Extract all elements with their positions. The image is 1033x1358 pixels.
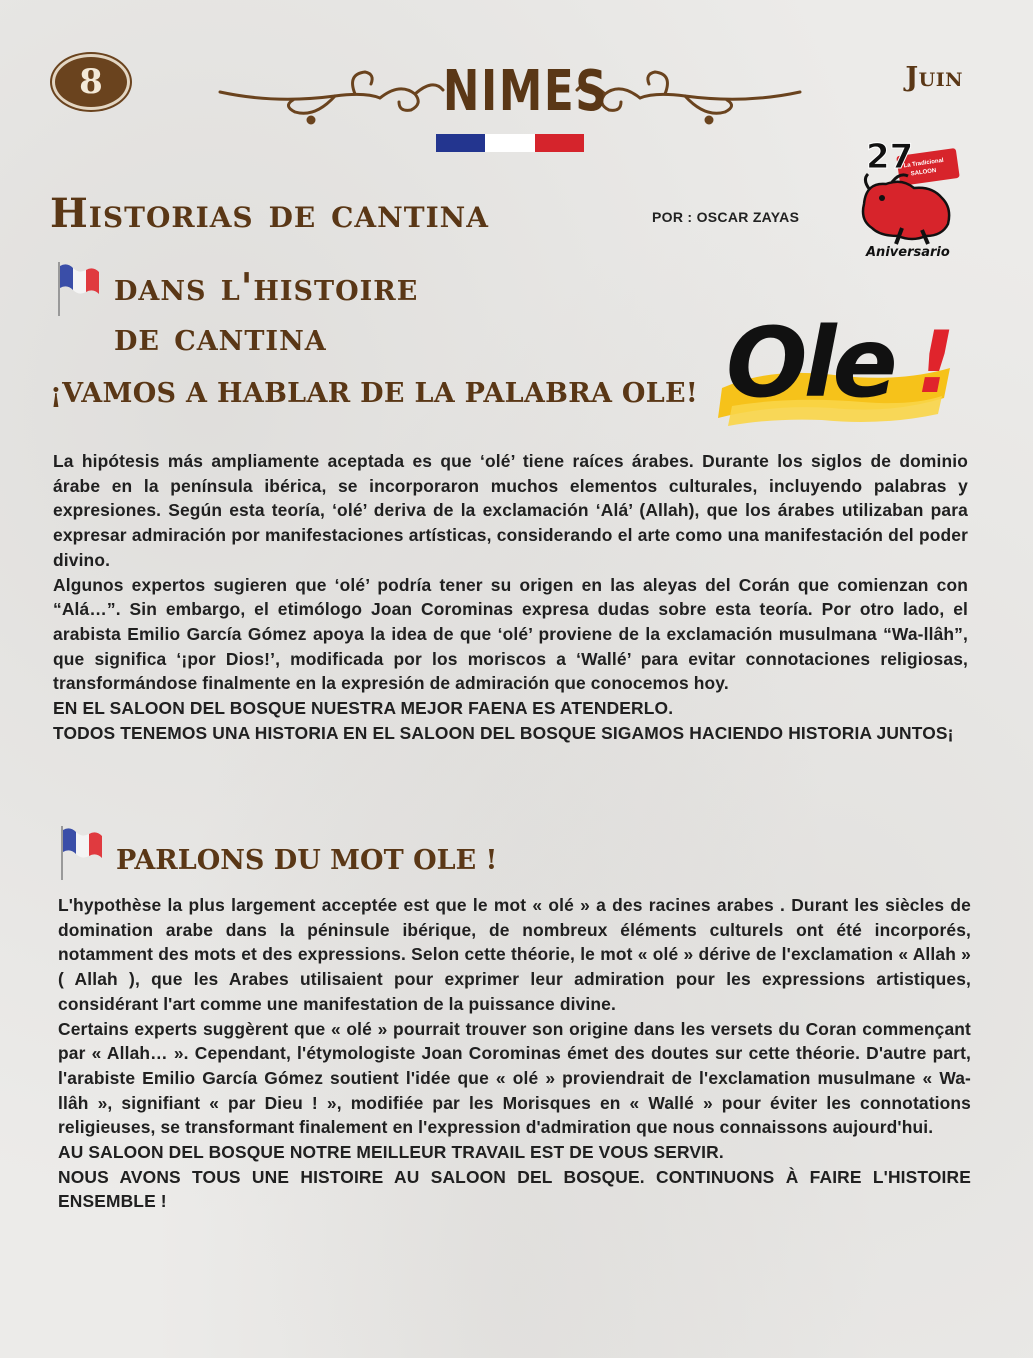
svg-text:La Tradicional: La Tradicional: [903, 157, 945, 170]
ole-logo: [712, 296, 960, 436]
section-title: Historias de cantina: [50, 190, 489, 237]
ole-word: Ole: [726, 307, 894, 419]
city-name: NIMES: [442, 59, 609, 124]
svg-text:SALOON: SALOON: [910, 167, 937, 178]
spanish-paragraph: Algunos expertos sugieren que ‘olé’ podría tener su origen en las aleyas del Corán que comienzan con “Alá…”. Sin embargo, el etimólogo Joan Corominas expresa dudas sobre esta teoría. Por otro lado, el arabista Emilio García Gómez apoya la idea de que ‘olé’ proviene de la exclamación musulmana “Wa-llâh”, que significa ‘¡por Dios!’, modificada por los moriscos a ‘Wallé’ para evitar connotaciones religiosas, transformándose finalmente en la expresión de admiración que conocemos hoy.: [53, 574, 968, 694]
anniversary-text: Aniversario: [866, 245, 950, 260]
spanish-paragraph: TODOS TENEMOS UNA HISTORIA EN EL SALOON DEL BOSQUE SIGAMOS HACIENDO HISTORIA JUNTOS¡: [53, 722, 954, 743]
french-paragraph: AU SALOON DEL BOSQUE NOTRE MEILLEUR TRAVAIL EST DE VOUS SERVIR.: [58, 1142, 724, 1163]
french-body: [58, 893, 971, 1214]
flag-stripe-white: [485, 134, 534, 152]
sub-title-line-1: dans l'histoire: [114, 264, 419, 309]
french-flag-icon: [58, 824, 104, 882]
page-number: 8: [79, 62, 103, 102]
flag-stripe-red: [535, 134, 584, 152]
ole-mark: !: [916, 313, 956, 413]
sub-title-line-2: de cantina: [114, 314, 327, 359]
french-paragraph: Certains experts suggèrent que « olé » pourrait trouver son origine dans les versets du Coran commençant par « Allah… ». Cependant, l'étymologiste Joan Corominas émet des doutes sur cette théorie. D'autre part, l'arabiste Emilio García Gómez soutient l'idée que « olé » proviendrait de l'exclamation musulmane « Wa- llâh », signifiant « par Dieu ! », modifiée par les Morisques en « Wallé » pour éviter les connotations religieuses, se transformant finalement en l'expression d'admiration que nous connaissons aujourd'hui.: [58, 1018, 971, 1138]
french-paragraph: NOUS AVONS TOUS UNE HISTOIRE AU SALOON DEL BOSQUE. CONTINUONS À FAIRE L'HISTOIRE ENSEMBLE !: [58, 1166, 971, 1212]
spanish-paragraph: La hipótesis más ampliamente aceptada es que ‘olé’ tiene raíces árabes. Durante los siglos de dominio árabe en la península ibérica, se incorporaron muchos elementos culturales, incluyendo palabras y expresiones. Según esta teoría, ‘olé’ deriva de la exclamación ‘Alá’ (Allah), que los árabes utilizaban para expresar admiración por manifestaciones artísticas, considerando el arte como una manifestación del poder divino.: [53, 451, 968, 570]
anniversary-number: 27: [866, 137, 914, 177]
anniversary-bull-logo: [852, 132, 964, 260]
french-paragraph: L'hypothèse la plus largement acceptée est que le mot « olé » a des racines arabes . Durant les siècles de domination arabe dans la péninsule ibérique, de nombreux éléments culturels ont été incorporés, notamment des mots et des expressions. Selon cette théorie, le mot « olé » dérive de l'exclamation « Allah » ( Allah ), que les Arabes utilisaient pour exprimer leur admiration pour les expressions artistiques, considérant l'art comme une manifestation de la puissance divine.: [58, 895, 971, 1014]
spanish-body: [53, 449, 968, 745]
french-headline: PARLONS DU MOT OLE !: [116, 845, 498, 876]
flag-stripe-blue: [436, 134, 485, 152]
spanish-headline: ¡VAMOS A HABLAR DE LA PALABRA OLE!: [50, 378, 699, 409]
spanish-paragraph: EN EL SALOON DEL BOSQUE NUESTRA MEJOR FAENA ES ATENDERLO.: [53, 698, 674, 719]
sub-title: [114, 262, 418, 362]
page-number-badge: [52, 54, 130, 110]
author-byline: POR : OSCAR ZAYAS: [652, 209, 800, 225]
french-flag-icon: [55, 260, 101, 318]
month-label: Juin: [905, 62, 963, 93]
french-flag-bar: [436, 134, 584, 152]
